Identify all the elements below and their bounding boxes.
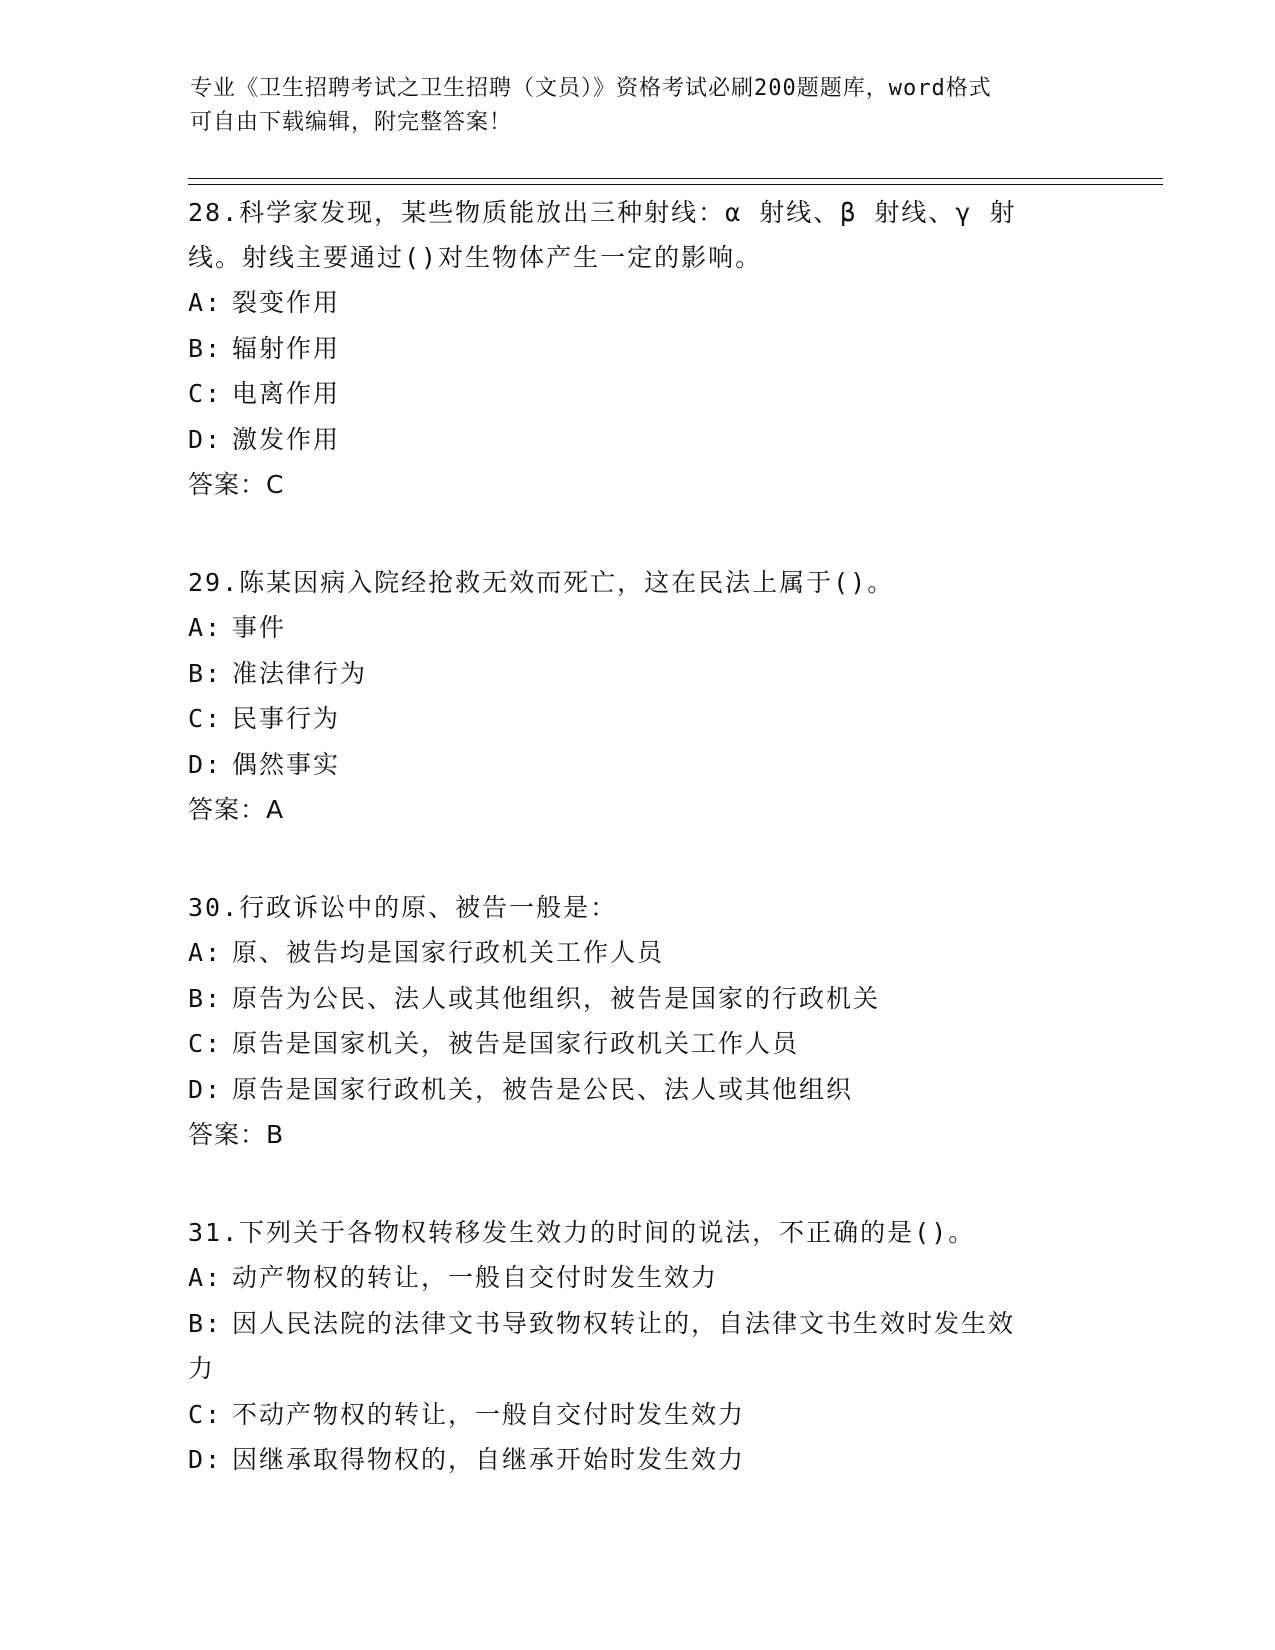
question-list [188,190,1108,1483]
answer-option [188,280,1108,326]
option-label: C: [188,1399,223,1429]
option-label: B: [188,1308,223,1338]
document-header [190,72,1090,140]
option-label: C: [188,379,223,408]
option-text-continued: 力 [188,1354,216,1383]
option-text: 不动产物权的转让，一般自交付时发生效力 [232,1399,746,1429]
question-stem [188,1210,1108,1255]
question [188,885,1108,1157]
answer-option [188,417,1108,463]
answer-option [188,696,1108,742]
header-line-2: 可自由下载编辑，附完整答案！ [190,110,513,135]
answer-option [188,930,1108,976]
option-label: A: [188,288,223,317]
option-text: 原、被告均是国家行政机关工作人员 [232,938,665,967]
answer-option [188,651,1108,697]
option-label: D: [188,749,223,779]
option-text: 准法律行为 [232,658,368,688]
option-label: D: [188,1445,223,1474]
answer-key: 答案：B [188,1120,285,1149]
answer-key: 答案：C [188,470,285,499]
option-text: 因人民法院的法律文书导致物权转让的，自法律文书生效时发生效 [232,1308,1016,1338]
answer-option [188,605,1108,651]
option-text: 裂变作用 [232,288,341,317]
option-text: 动产物权的转让，一般自交付时发生效力 [232,1263,719,1292]
option-label: A: [188,613,223,642]
answer-option [188,1392,1108,1438]
answer-option [188,976,1108,1022]
option-label: B: [188,658,223,688]
option-text: 电离作用 [232,379,341,408]
answer-option [188,1437,1108,1483]
option-label: C: [188,704,223,733]
answer-option [188,371,1108,417]
answer-option [188,1301,1108,1347]
question-stem-line: 31.下列关于各物权转移发生效力的时间的说法，不正确的是()。 [188,1218,976,1247]
answer-option [188,1255,1108,1301]
answer-option [188,326,1108,372]
option-label: D: [188,424,223,454]
option-text: 民事行为 [232,704,341,733]
header-divider-top [188,178,1163,179]
header-divider-bottom [188,184,1163,185]
question-stem-line: 线。射线主要通过()对生物体产生一定的影响。 [188,243,763,272]
answer-key: 答案：A [188,795,285,824]
answer-option [188,742,1108,788]
option-text: 原告是国家行政机关，被告是公民、法人或其他组织 [232,1074,854,1104]
option-label: D: [188,1074,223,1104]
option-label: C: [188,1029,223,1058]
question-stem [188,885,1108,930]
question [188,560,1108,832]
option-text: 事件 [232,613,287,642]
option-label: B: [188,983,223,1013]
question [188,1210,1108,1483]
question [188,190,1108,507]
question-stem-line: 29.陈某因病入院经抢救无效而死亡，这在民法上属于()。 [188,568,895,597]
option-text: 因继承取得物权的，自继承开始时发生效力 [232,1445,746,1474]
option-label: A: [188,938,223,967]
answer-option [188,1067,1108,1113]
question-stem [188,560,1108,605]
question-stem-line: 28.科学家发现，某些物质能放出三种射线：α 射线、β 射线、γ 射 [188,198,1017,227]
option-text: 偶然事实 [232,749,341,779]
option-label: A: [188,1263,223,1292]
question-stem-line: 30.行政诉讼中的原、被告一般是： [188,893,618,922]
option-label: B: [188,333,223,363]
option-text: 原告为公民、法人或其他组织，被告是国家的行政机关 [232,983,881,1013]
question-stem [188,190,1108,280]
answer-option [188,1021,1108,1067]
option-text: 辐射作用 [232,333,341,363]
header-line-1: 专业《卫生招聘考试之卫生招聘（文员）》资格考试必刷200题题库，word格式 [190,76,992,101]
option-text: 激发作用 [232,424,341,454]
option-text: 原告是国家机关，被告是国家行政机关工作人员 [232,1029,800,1058]
